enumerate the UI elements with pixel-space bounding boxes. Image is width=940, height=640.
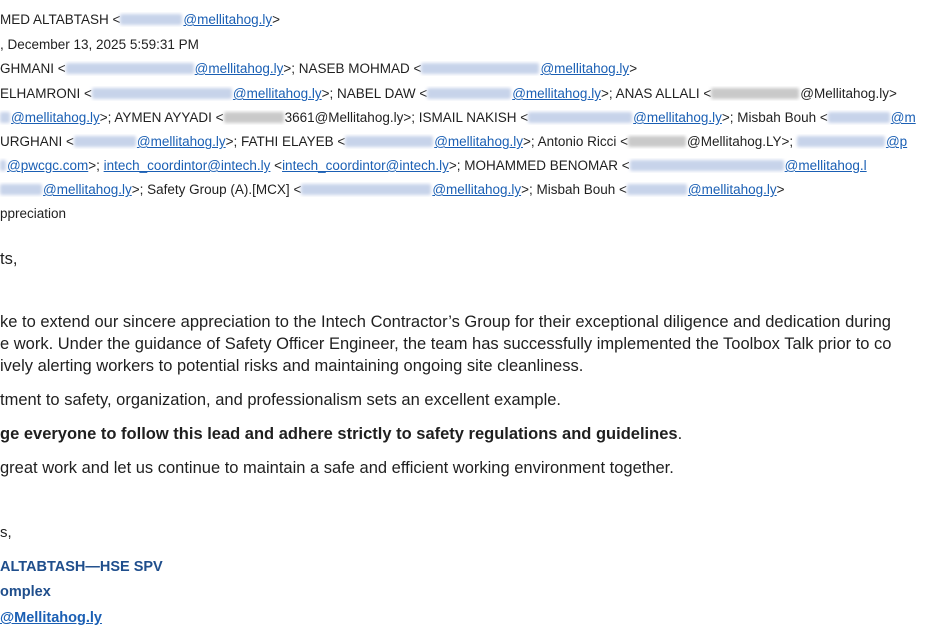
recipient-email-link[interactable]: @mellitahog.ly xyxy=(540,61,630,76)
recipient-email-link[interactable]: @p xyxy=(885,134,908,149)
redacted-email xyxy=(627,184,687,195)
paragraph-3-end: . xyxy=(677,425,683,443)
redacted-email xyxy=(92,88,232,99)
redacted-email xyxy=(797,136,885,147)
cc-line-3: URGHANI < @mellitahog.ly>; FATHI ELAYEB < @mellitahog.ly>; Antonio Ricci < @Mellitahog.LY>; @p xyxy=(0,134,908,149)
signature-name: ALTABTASH—HSE SPV xyxy=(0,559,163,575)
cc-line-1: ELHAMRONI < @mellitahog.ly>; NABEL DAW < @mellitahog.ly>; ANAS ALLALI < @Mellitahog.ly> xyxy=(0,86,897,101)
recipient-email-link[interactable]: @mellitahog.ly xyxy=(194,61,284,76)
intech-email-link[interactable]: intech_coordintor@intech.ly xyxy=(282,158,449,173)
cc-line-2: @mellitahog.ly>; AYMEN AYYADI < 3661@Mellitahog.ly>; ISMAIL NAKISH < @mellitahog.ly>; Misbah Bouh < @m xyxy=(0,110,940,125)
recipient-name: MOHAMMED BENOMAR xyxy=(464,158,619,173)
redacted-email xyxy=(427,88,511,99)
recipient-email-link[interactable]: @mellitahog.ly xyxy=(434,134,523,149)
recipient-name: Antonio Ricci xyxy=(537,134,617,149)
recipient-email: @Mellitahog.ly xyxy=(800,86,890,101)
subject: ppreciation xyxy=(0,206,67,221)
to-line: GHMANI < @mellitahog.ly>; NASEB MOHMAD < @mellitahog.ly> xyxy=(0,61,638,76)
paragraph-1-line-3: ively alerting workers to potential risks and maintaining ongoing site cleanliness. xyxy=(0,357,584,375)
sent-date: , December 13, 2025 5:59:31 PM xyxy=(0,37,199,52)
recipient-name: NASEB MOHMAD xyxy=(298,61,410,76)
recipient-email: 3661@Mellitahog.ly xyxy=(284,110,404,125)
redacted-email xyxy=(711,88,799,99)
recipient-email-link[interactable]: @mellitahog.ly xyxy=(687,182,777,197)
recipient-name: ANAS ALLALI xyxy=(615,86,700,101)
cc-line-4: @pwcgc.com>; intech_coordintor@intech.ly <intech_coordintor@intech.ly>; MOHAMMED BENOMAR < @mellitahog.l xyxy=(0,158,940,173)
redacted-email xyxy=(630,160,784,171)
recipient-name: NABEL DAW xyxy=(337,86,416,101)
redacted-email xyxy=(345,136,433,147)
redacted-email xyxy=(0,112,10,123)
redacted-email xyxy=(0,160,6,171)
redacted-email xyxy=(0,184,42,195)
recipient-name: GHMANI xyxy=(0,61,54,76)
paragraph-2: tment to safety, organization, and professionalism sets an excellent example. xyxy=(0,391,561,409)
recipient-name: FATHI ELAYEB xyxy=(241,134,334,149)
recipient-name: AYMEN AYYADI xyxy=(114,110,212,125)
redacted-email xyxy=(828,112,890,123)
redacted-email xyxy=(421,63,539,74)
sent-line xyxy=(0,37,940,52)
from-line: MED ALTABTASH < @mellitahog.ly> xyxy=(0,12,281,27)
intech-name-link[interactable]: intech_coordintor@intech.ly xyxy=(103,158,271,173)
redacted-email xyxy=(66,63,194,74)
recipient-name: URGHANI xyxy=(0,134,63,149)
recipient-name: ISMAIL NAKISH xyxy=(418,110,517,125)
redacted-email xyxy=(528,112,632,123)
signature-company: omplex xyxy=(0,584,51,600)
paragraph-1-line-1: ke to extend our sincere appreciation to the Intech Contractor’s Group for their exceptional diligence and dedication during xyxy=(0,313,891,331)
recipient-email-link[interactable]: @pwcgc.com xyxy=(7,158,89,173)
paragraph-3 xyxy=(0,425,940,444)
paragraph-3-bold: ge everyone to follow this lead and adhere strictly to safety regulations and guidelines xyxy=(0,425,678,443)
recipient-email-link[interactable]: @mellitahog.ly xyxy=(11,110,100,125)
recipient-email-link[interactable]: @m xyxy=(890,110,916,125)
closing: s, xyxy=(0,524,12,541)
redacted-email xyxy=(224,112,284,123)
recipient-email-link[interactable]: @mellitahog.ly xyxy=(232,86,322,101)
recipient-name: ELHAMRONI xyxy=(0,86,81,101)
recipient-email-link[interactable]: @mellitahog.ly xyxy=(512,86,601,101)
recipient-email-link[interactable]: @mellitahog.l xyxy=(784,158,867,173)
paragraph-1-line-2: e work. Under the guidance of Safety Officer Engineer, the team has successfully implemented the Toolbox Talk prior to co xyxy=(0,335,892,353)
redacted-email xyxy=(120,14,182,25)
recipient-email-link[interactable]: @mellitahog.ly xyxy=(633,110,722,125)
cc-line-5: @mellitahog.ly>; Safety Group (A).[MCX] < @mellitahog.ly>; Misbah Bouh < @mellitahog.ly> xyxy=(0,182,940,197)
recipient-email: @Mellitahog.LY xyxy=(687,134,782,149)
subject-line xyxy=(0,206,940,221)
paragraph-4: great work and let us continue to maintain a safe and efficient working environment together. xyxy=(0,459,674,477)
recipient-email-link[interactable]: @mellitahog.ly xyxy=(136,134,226,149)
redacted-email xyxy=(301,184,431,195)
recipient-email-link[interactable]: @mellitahog.ly xyxy=(43,182,132,197)
signature-email-link[interactable]: @Mellitahog.ly xyxy=(0,610,102,626)
recipient-name: Misbah Bouh xyxy=(737,110,817,125)
recipient-email-link[interactable]: @mellitahog.ly xyxy=(432,182,522,197)
greeting: ts, xyxy=(0,250,18,268)
sender-email-link[interactable]: @mellitahog.ly xyxy=(183,12,273,27)
recipient-name: Misbah Bouh xyxy=(536,182,616,197)
recipient-name: Safety Group (A).[MCX] xyxy=(147,182,290,197)
sender-name: MED ALTABTASH xyxy=(0,12,109,27)
redacted-email xyxy=(628,136,686,147)
redacted-email xyxy=(74,136,136,147)
